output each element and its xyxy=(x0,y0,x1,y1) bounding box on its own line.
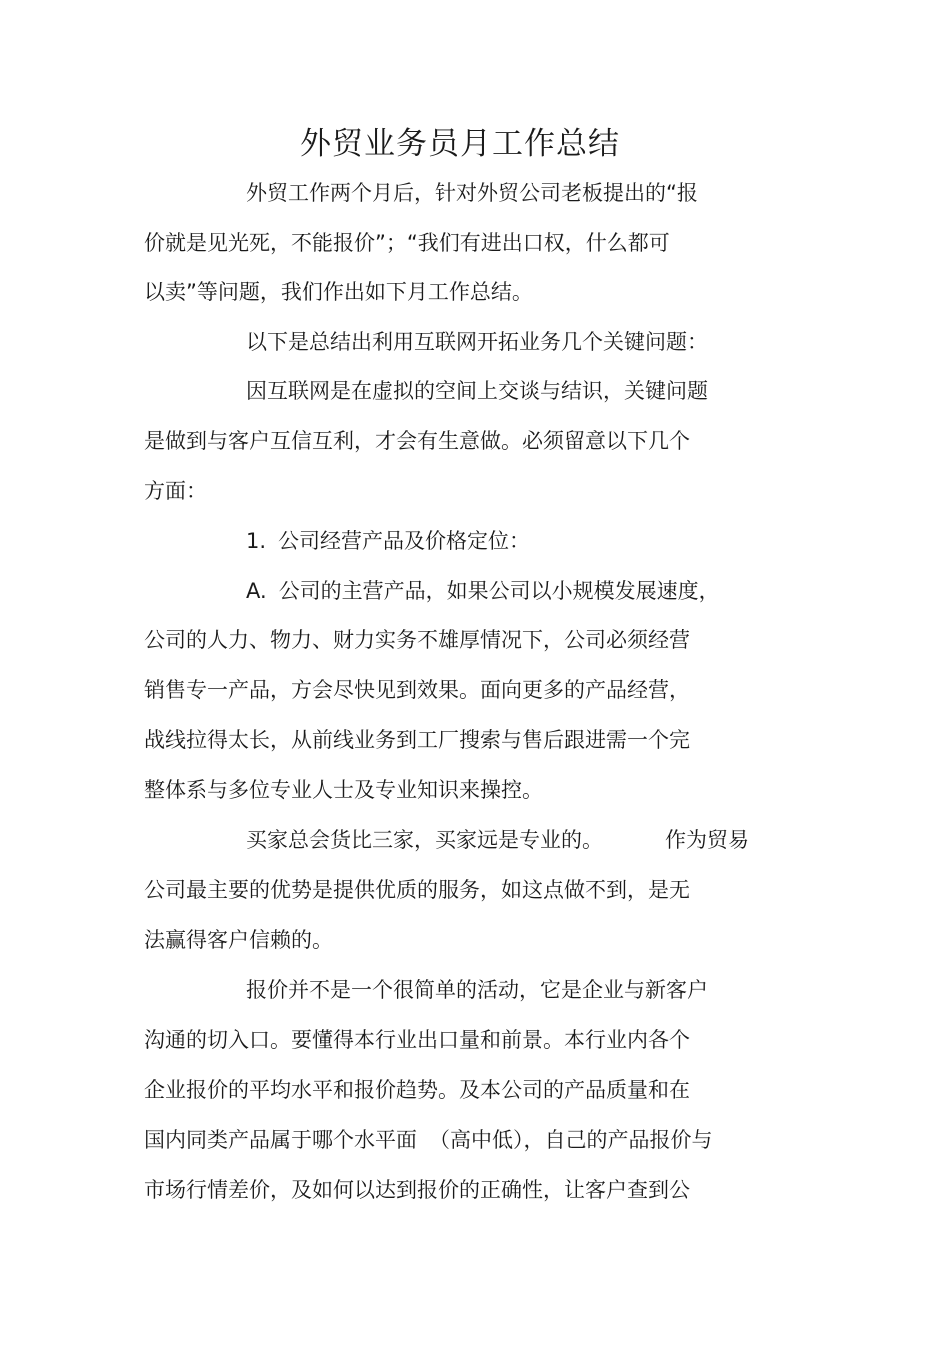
paragraph-line: 报价并不是一个很简单的活动，它是企业与新客户 xyxy=(246,978,708,1002)
paragraph-line: 公司的人力、物力、财力实务不雄厚情况下，公司必须经营 xyxy=(144,628,690,652)
list-marker: A. xyxy=(246,579,267,603)
paragraph-line: 法赢得客户信赖的。 xyxy=(144,928,333,952)
document-title: 外贸业务员月工作总结 xyxy=(300,126,620,162)
paragraph-line: 国内同类产品属于哪个水平面 （高中低），自己的产品报价与 xyxy=(144,1128,713,1152)
paragraph-line: 销售专一产品，方会尽快见到效果。面向更多的产品经营， xyxy=(144,678,690,702)
paragraph-line: 外贸工作两个月后，针对外贸公司老板提出的“报 xyxy=(246,181,698,205)
paragraph-line: 方面： xyxy=(144,479,207,503)
paragraph-line: 公司最主要的优势是提供优质的服务，如这点做不到，是无 xyxy=(144,878,690,902)
paragraph-line: 价就是见光死，不能报价”；“我们有进出口权，什么都可 xyxy=(144,231,670,255)
list-item: 1. 公司经营产品及价格定位： xyxy=(246,529,531,553)
list-marker: 1. xyxy=(246,529,267,553)
list-item: A. 公司的主营产品，如果公司以小规模发展速度， xyxy=(246,579,720,603)
paragraph-line: 以卖”等问题，我们作出如下月工作总结。 xyxy=(144,280,533,304)
paragraph-line: 整体系与多位专业人士及专业知识来操控。 xyxy=(144,778,543,802)
paragraph-line: 因互联网是在虚拟的空间上交谈与结识，关键问题 xyxy=(246,379,708,403)
paragraph-line: 市场行情差价，及如何以达到报价的正确性，让客户查到公 xyxy=(144,1178,690,1202)
paragraph-line: 战线拉得太长，从前线业务到工厂搜索与售后跟进需一个完 xyxy=(144,728,690,752)
paragraph-line: 企业报价的平均水平和报价趋势。及本公司的产品质量和在 xyxy=(144,1078,690,1102)
paragraph-line: 买家总会货比三家，买家远是专业的。 作为贸易 xyxy=(246,828,749,852)
paragraph-line: 是做到与客户互信互利，才会有生意做。必须留意以下几个 xyxy=(144,429,690,453)
paragraph-line: 以下是总结出利用互联网开拓业务几个关键问题： xyxy=(246,330,708,354)
paragraph-line: 沟通的切入口。要懂得本行业出口量和前景。本行业内各个 xyxy=(144,1028,690,1052)
